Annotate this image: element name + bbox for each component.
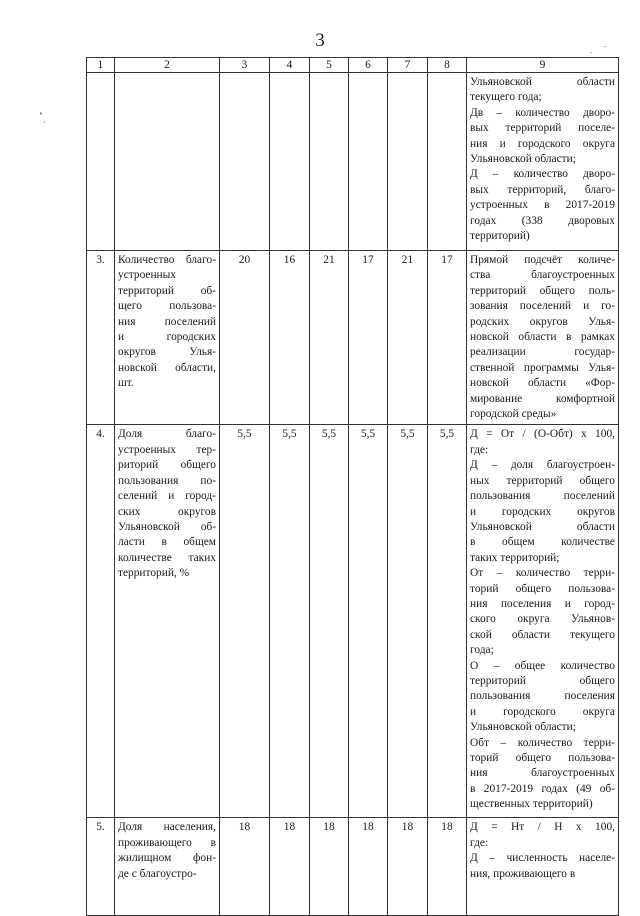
method-line: территорий) <box>470 230 530 243</box>
method-line: в общем количестве <box>470 536 615 549</box>
scan-speck <box>590 52 592 53</box>
header-cell: 3 <box>220 58 270 73</box>
year-value-6: 17 <box>428 251 467 425</box>
year-value-4: 17 <box>349 251 388 425</box>
year-value-5: 5,5 <box>388 425 428 818</box>
method-line: Обт – количество терри- <box>470 736 615 749</box>
table-row <box>87 73 619 251</box>
year-value-4 <box>349 73 388 251</box>
year-value-4: 18 <box>349 818 388 916</box>
indicator-name-line: и городских <box>118 331 216 344</box>
year-value-3: 18 <box>310 818 349 916</box>
indicator-name-line: пользования по- <box>118 474 216 487</box>
header-cell: 5 <box>310 58 349 73</box>
header-cell: 4 <box>270 58 310 73</box>
method-line: ства благоустроенных <box>470 269 615 282</box>
method-line: торий общего пользова- <box>470 582 615 595</box>
indicator-name-line: новской области, <box>118 361 216 374</box>
row-number: 5. <box>87 818 115 916</box>
method-line: вых территорий, благо- <box>470 183 615 196</box>
indicator-name-line: Количество благо- <box>118 254 216 266</box>
indicator-name-line: Доля населения, <box>118 821 216 834</box>
method-line: торий общего пользова- <box>470 752 615 764</box>
header-cell: 2 <box>115 58 220 73</box>
scan-speck <box>40 112 42 115</box>
indicator-name <box>115 818 220 916</box>
year-value-5: 18 <box>388 818 428 916</box>
calculation-method <box>467 818 619 916</box>
indicator-name-line: щего пользова- <box>118 300 216 313</box>
row-number <box>87 73 115 251</box>
method-line: родских округов Улья- <box>470 315 615 328</box>
method-line: Ульяновской области; <box>470 721 576 734</box>
page-number: 3 <box>315 30 325 51</box>
method-line: территорий общего поль- <box>470 284 615 297</box>
row-number: 4. <box>87 425 115 818</box>
method-line: года; <box>470 644 494 657</box>
method-line: таких территорий; <box>470 551 560 564</box>
method-line: годах (338 дворовых <box>470 214 615 227</box>
year-value-3 <box>310 73 349 251</box>
year-value-6: 5,5 <box>428 425 467 818</box>
indicator-name-line: жилищном фон- <box>118 852 216 865</box>
header-cell: 7 <box>388 58 428 73</box>
year-value-3: 5,5 <box>310 425 349 818</box>
method-line: О – общее количество <box>470 659 615 672</box>
method-line: От – количество терри- <box>470 567 615 580</box>
header-cell: 1 <box>87 58 115 73</box>
method-line: где: <box>470 443 489 456</box>
year-value-2: 16 <box>270 251 310 425</box>
table-row <box>87 425 619 818</box>
method-line: в 2017-2019 годах (49 об- <box>470 782 615 795</box>
header-cell: 9 <box>467 58 619 73</box>
method-line: щественных территорий) <box>470 798 593 811</box>
method-line: Ульяновской области <box>470 76 615 88</box>
method-line: и городского округа <box>470 705 615 718</box>
method-line: пользования поселения <box>470 690 615 703</box>
indicator-name-line: территорий об- <box>118 284 216 297</box>
method-line: ния благоустроенных <box>470 767 615 780</box>
method-line: ния, проживающего в <box>470 867 576 880</box>
method-line: ных территорий общего <box>470 474 615 487</box>
method-line: ственной программы Улья- <box>470 361 615 374</box>
year-value-1: 20 <box>220 251 270 425</box>
method-line: Ульяновской области; <box>470 153 576 166</box>
method-line: Д = Нт / Н x 100, <box>470 821 615 834</box>
year-value-3: 21 <box>310 251 349 425</box>
scan-speck <box>44 121 45 123</box>
method-line: Прямой подсчёт количе- <box>470 254 615 266</box>
indicator-name-line: селений и город- <box>118 490 216 503</box>
indicator-name <box>115 73 220 251</box>
indicator-name-line: шт. <box>118 377 134 390</box>
method-line: ния и городского округа <box>470 137 615 150</box>
calculation-method <box>467 425 619 818</box>
method-line: пользования поселений <box>470 490 615 503</box>
year-value-5: 21 <box>388 251 428 425</box>
year-value-6: 18 <box>428 818 467 916</box>
method-line: ской области текущего <box>470 628 615 641</box>
indicator-name-line: Доля благо- <box>118 428 216 441</box>
method-line: реализации государ- <box>470 346 615 359</box>
method-line: вых территорий поселе- <box>470 122 615 135</box>
method-line: Д – доля благоустроен- <box>470 459 615 472</box>
method-line: Ульяновской области <box>470 520 615 533</box>
table-row <box>87 251 619 425</box>
indicator-name-line: риторий общего <box>118 459 216 472</box>
method-line: территорий общего <box>470 674 615 687</box>
method-line: где: <box>470 836 489 849</box>
method-line: текущего года; <box>470 91 542 104</box>
indicator-name-line: количестве таких <box>118 551 216 564</box>
year-value-2: 18 <box>270 818 310 916</box>
year-value-4: 5,5 <box>349 425 388 818</box>
indicator-name <box>115 425 220 818</box>
year-value-2: 5,5 <box>270 425 310 818</box>
year-value-1: 5,5 <box>220 425 270 818</box>
header-cell: 8 <box>428 58 467 73</box>
indicator-name-line: округов Улья- <box>118 346 216 359</box>
method-line: Д – количество дворо- <box>470 168 615 181</box>
table-row <box>87 818 619 916</box>
indicators-table <box>86 57 619 916</box>
year-value-1 <box>220 73 270 251</box>
indicator-name-line: устроенных <box>118 269 176 282</box>
method-line: новской области «Фор- <box>470 377 615 390</box>
method-line: и городских округов <box>470 505 615 518</box>
method-line: городской среды» <box>470 408 557 421</box>
indicator-name-line: проживающего в <box>118 836 216 849</box>
method-line: устроенных в 2017-2019 <box>470 199 615 212</box>
method-line: новской области в рамках <box>470 331 615 344</box>
header-row <box>87 58 619 73</box>
indicator-name-line: ласти в общем <box>118 536 216 549</box>
year-value-5 <box>388 73 428 251</box>
year-value-1: 18 <box>220 818 270 916</box>
year-value-2 <box>270 73 310 251</box>
calculation-method <box>467 251 619 425</box>
scan-speck <box>604 46 606 47</box>
calculation-method <box>467 73 619 251</box>
indicator-name-line: территорий, % <box>118 567 190 580</box>
method-line: Д = От / (О-Обт) x 100, <box>470 428 615 441</box>
method-line: зования поселений и го- <box>470 300 615 313</box>
indicator-name-line: де с благоустро- <box>118 867 197 880</box>
indicator-name <box>115 251 220 425</box>
method-line: ского округа Ульянов- <box>470 613 615 626</box>
row-number: 3. <box>87 251 115 425</box>
year-value-6 <box>428 73 467 251</box>
header-cell: 6 <box>349 58 388 73</box>
method-line: мирование комфортной <box>470 392 615 405</box>
indicator-name-line: устроенных тер- <box>118 443 216 456</box>
indicator-name-line: ских округов <box>118 505 216 518</box>
method-line: Д – численность населе- <box>470 852 615 865</box>
indicator-name-line: Ульяновской об- <box>118 520 216 533</box>
method-line: ния поселения и город- <box>470 597 615 610</box>
indicator-name-line: ния поселений <box>118 315 216 328</box>
method-line: Дв – количество дворо- <box>470 106 615 119</box>
